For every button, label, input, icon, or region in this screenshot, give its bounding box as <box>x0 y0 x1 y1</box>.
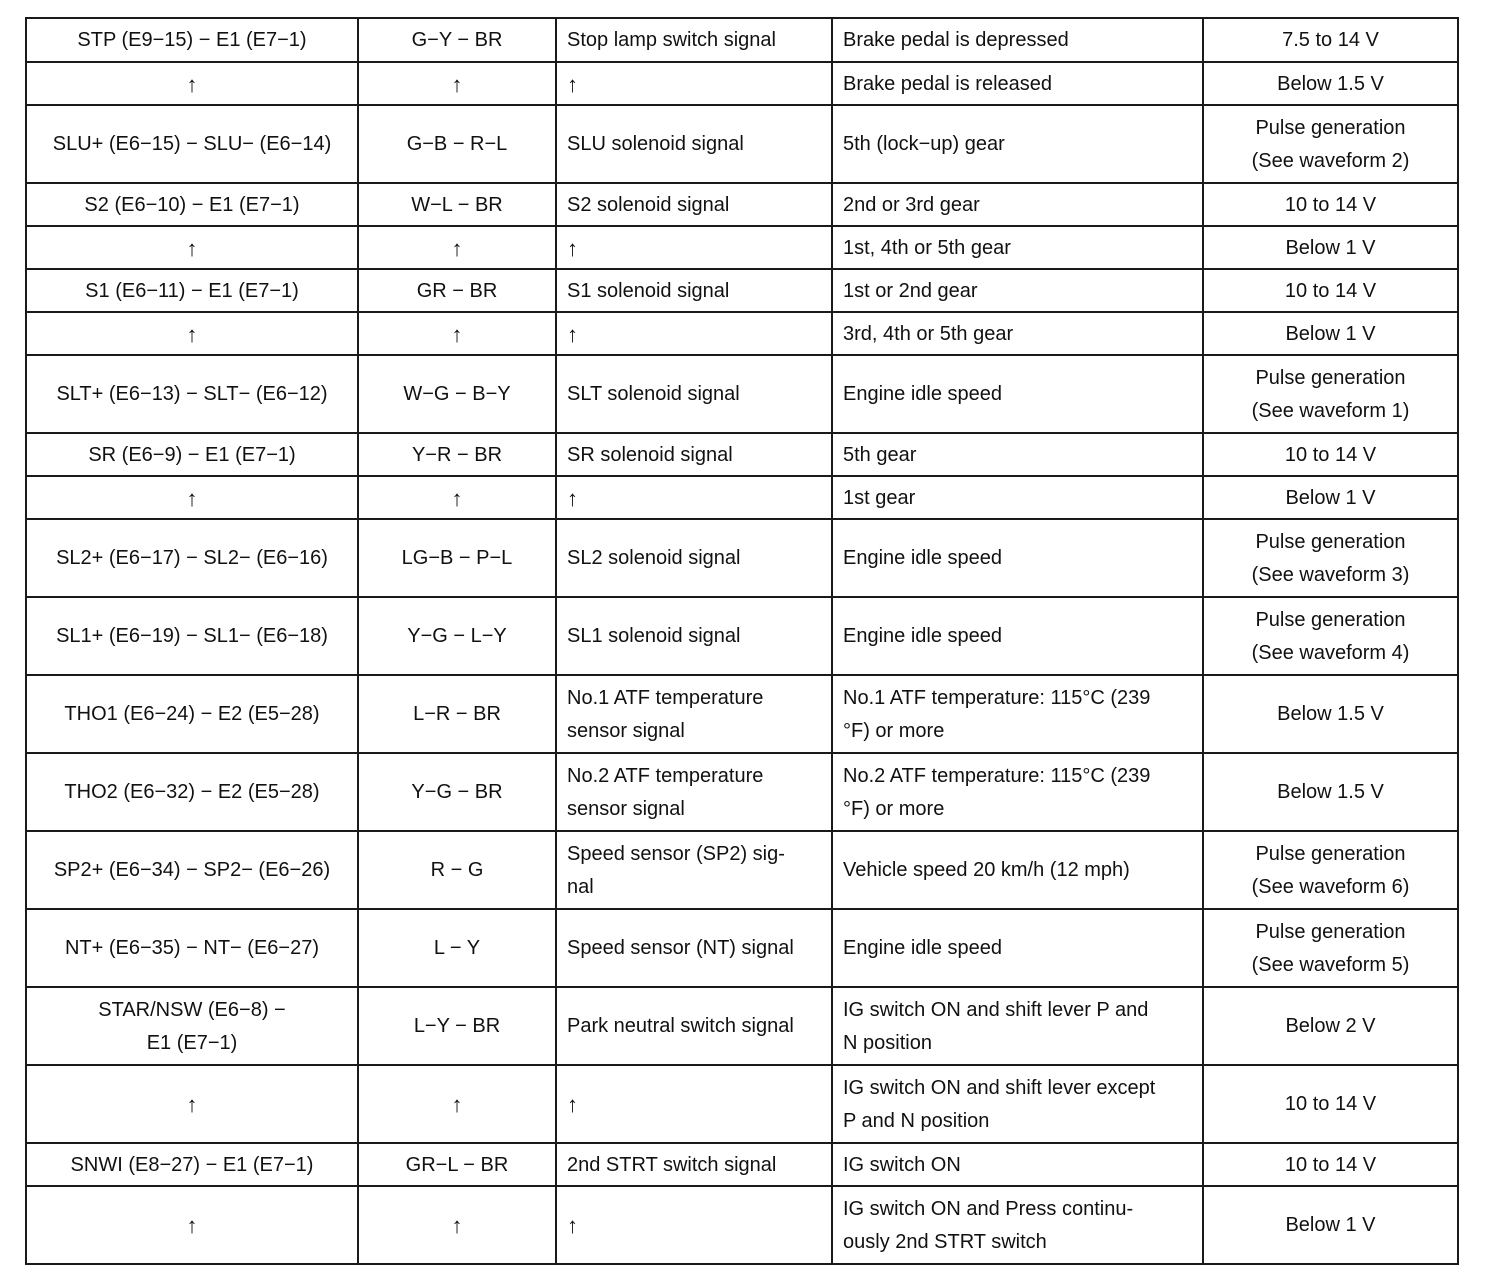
description-cell <box>556 226 832 269</box>
specified-condition-cell-text: 10 to 14 V <box>1284 1153 1377 1176</box>
description-cell <box>556 753 832 831</box>
wiring-color-cell <box>358 909 556 987</box>
specified-condition-cell <box>1203 226 1458 269</box>
description-cell-text: sensor signal <box>567 797 685 820</box>
description-cell-text: SLT solenoid signal <box>567 383 740 405</box>
description-cell <box>556 519 832 597</box>
condition-cell-text: No.2 ATF temperature: 115°C (239 <box>843 764 1151 787</box>
wiring-color-cell-text: G−B − R−L <box>406 133 508 155</box>
description-cell-text: ↑ <box>567 1213 578 1238</box>
condition-cell <box>832 909 1203 987</box>
wiring-color-cell-text: LG−B − P−L <box>401 547 513 569</box>
specified-condition-cell <box>1203 105 1458 183</box>
wiring-color-cell-text: ↑ <box>451 485 463 511</box>
table-row <box>26 987 1458 1065</box>
table-row <box>26 1065 1458 1143</box>
terminal-cell <box>26 312 358 355</box>
wiring-color-cell <box>358 1065 556 1143</box>
terminal-cell <box>26 987 358 1065</box>
specified-condition-cell <box>1203 1143 1458 1186</box>
terminal-cell-text: S2 (E6−10) − E1 (E7−1) <box>84 193 300 216</box>
wiring-color-cell-text: Y−R − BR <box>411 443 503 466</box>
condition-cell <box>832 1065 1203 1143</box>
description-cell-text: SL2 solenoid signal <box>567 547 741 569</box>
terminal-cell <box>26 1065 358 1143</box>
table-row <box>26 675 1458 753</box>
wiring-color-cell <box>358 476 556 519</box>
condition-cell <box>832 987 1203 1065</box>
specified-condition-cell-text: 10 to 14 V <box>1284 1093 1377 1115</box>
terminal-cell-text: SNWI (E8−27) − E1 (E7−1) <box>70 1153 314 1176</box>
description-cell-text: S2 solenoid signal <box>567 193 730 216</box>
wiring-color-cell-text: W−L − BR <box>411 193 503 216</box>
wiring-color-cell <box>358 62 556 105</box>
condition-cell <box>832 312 1203 355</box>
condition-cell <box>832 433 1203 476</box>
condition-cell-text: IG switch ON <box>843 1153 961 1176</box>
wiring-color-cell <box>358 987 556 1065</box>
table-row <box>26 105 1458 183</box>
wiring-color-cell-text: L − Y <box>433 937 481 959</box>
description-cell <box>556 183 832 226</box>
condition-cell-text: IG switch ON and shift lever P and <box>843 998 1149 1021</box>
terminal-cell-text: NT+ (E6−35) − NT− (E6−27) <box>64 937 319 959</box>
condition-cell <box>832 675 1203 753</box>
terminal-cell-text: STP (E9−15) − E1 (E7−1) <box>77 29 307 51</box>
terminal-cell-text: SLT+ (E6−13) − SLT− (E6−12) <box>56 383 328 405</box>
description-cell <box>556 831 832 909</box>
description-cell <box>556 433 832 476</box>
table-row <box>26 909 1458 987</box>
specified-condition-cell <box>1203 1065 1458 1143</box>
condition-cell-text: Engine idle speed <box>843 625 1003 647</box>
specified-condition-cell-text: (See waveform 2) <box>1251 149 1410 172</box>
specified-condition-cell <box>1203 476 1458 519</box>
wiring-color-cell-text: ↑ <box>451 1092 463 1117</box>
specified-condition-cell-text: 10 to 14 V <box>1284 279 1377 302</box>
description-cell-text: 2nd STRT switch signal <box>567 1153 777 1176</box>
table-row <box>26 831 1458 909</box>
specified-condition-cell <box>1203 753 1458 831</box>
condition-cell <box>832 226 1203 269</box>
terminal-cell-text: ↑ <box>186 71 198 97</box>
condition-cell-text: IG switch ON and Press continu- <box>843 1197 1134 1220</box>
specified-condition-cell-text: Below 1 V <box>1285 322 1376 345</box>
condition-cell <box>832 1143 1203 1186</box>
wiring-color-cell-text: G−Y − BR <box>411 29 503 51</box>
specified-condition-cell-text: Below 1 V <box>1285 486 1376 509</box>
terminal-cell-text: SR (E6−9) − E1 (E7−1) <box>88 443 296 466</box>
terminal-cell <box>26 519 358 597</box>
specified-condition-cell <box>1203 433 1458 476</box>
description-cell-text: Stop lamp switch signal <box>567 29 776 51</box>
table-body <box>26 18 1458 1264</box>
terminal-cell <box>26 269 358 312</box>
specified-condition-cell-text: Below 1.5 V <box>1277 781 1384 803</box>
description-cell <box>556 476 832 519</box>
condition-cell-text: Engine idle speed <box>843 547 1003 569</box>
terminal-cell <box>26 62 358 105</box>
wiring-color-cell-text: ↑ <box>451 71 463 97</box>
condition-cell-text: P and N position <box>843 1109 990 1132</box>
wiring-color-cell-text: ↑ <box>451 321 463 347</box>
condition-cell-text: IG switch ON and shift lever except <box>843 1076 1156 1099</box>
specified-condition-cell-text: 10 to 14 V <box>1284 193 1377 216</box>
wiring-color-cell <box>358 433 556 476</box>
terminal-cell-text: E1 (E7−1) <box>146 1031 238 1054</box>
table-row <box>26 753 1458 831</box>
terminal-cell-text: ↑ <box>186 235 198 261</box>
specified-condition-cell <box>1203 355 1458 433</box>
terminal-cell <box>26 433 358 476</box>
wiring-color-cell <box>358 753 556 831</box>
condition-cell <box>832 355 1203 433</box>
terminal-cell-text: SLU+ (E6−15) − SLU− (E6−14) <box>52 133 332 155</box>
description-cell-text: Park neutral switch signal <box>567 1015 794 1037</box>
table-row <box>26 183 1458 226</box>
wiring-color-cell <box>358 226 556 269</box>
specified-condition-cell <box>1203 987 1458 1065</box>
specified-condition-cell-text: Pulse generation <box>1255 366 1406 389</box>
wiring-color-cell <box>358 105 556 183</box>
wiring-color-cell-text: GR − BR <box>416 279 498 302</box>
specified-condition-cell <box>1203 18 1458 62</box>
condition-cell-text: 3rd, 4th or 5th gear <box>843 322 1014 345</box>
condition-cell-text: 2nd or 3rd gear <box>843 193 980 216</box>
table-row <box>26 1143 1458 1186</box>
wiring-color-cell <box>358 1186 556 1264</box>
description-cell-text: ↑ <box>567 71 578 97</box>
condition-cell <box>832 1186 1203 1264</box>
terminal-cell-text: SP2+ (E6−34) − SP2− (E6−26) <box>53 859 331 881</box>
terminal-cell <box>26 597 358 675</box>
specified-condition-cell <box>1203 519 1458 597</box>
terminal-cell-text: SL2+ (E6−17) − SL2− (E6−16) <box>56 547 328 569</box>
specified-condition-cell-text: Pulse generation <box>1255 530 1406 553</box>
wiring-color-cell <box>358 597 556 675</box>
condition-cell <box>832 269 1203 312</box>
condition-cell-text: °F) or more <box>843 719 945 742</box>
terminal-cell-text: SL1+ (E6−19) − SL1− (E6−18) <box>56 625 328 647</box>
wiring-color-cell <box>358 269 556 312</box>
condition-cell <box>832 183 1203 226</box>
description-cell <box>556 597 832 675</box>
specified-condition-cell-text: Below 1 V <box>1285 236 1376 259</box>
specified-condition-cell-text: (See waveform 4) <box>1251 641 1410 664</box>
description-cell-text: S1 solenoid signal <box>567 279 730 302</box>
specified-condition-cell-text: (See waveform 3) <box>1251 563 1410 586</box>
wiring-color-cell <box>358 519 556 597</box>
wiring-color-cell-text: R − G <box>430 859 484 881</box>
description-cell-text: ↑ <box>567 235 578 261</box>
description-cell <box>556 18 832 62</box>
table-row <box>26 433 1458 476</box>
wiring-color-cell <box>358 355 556 433</box>
specified-condition-cell-text: (See waveform 6) <box>1251 875 1410 898</box>
condition-cell <box>832 105 1203 183</box>
terminal-cell <box>26 476 358 519</box>
specified-condition-cell <box>1203 597 1458 675</box>
description-cell-text: SLU solenoid signal <box>567 133 744 155</box>
condition-cell <box>832 831 1203 909</box>
description-cell <box>556 355 832 433</box>
condition-cell-text: ously 2nd STRT switch <box>843 1230 1047 1253</box>
description-cell <box>556 987 832 1065</box>
wiring-color-cell <box>358 183 556 226</box>
table-row <box>26 597 1458 675</box>
specified-condition-cell-text: Below 1 V <box>1285 1214 1376 1236</box>
specified-condition-cell <box>1203 909 1458 987</box>
condition-cell-text: N position <box>843 1031 932 1054</box>
description-cell-text: SR solenoid signal <box>567 443 733 466</box>
specified-condition-cell-text: 7.5 to 14 V <box>1282 29 1379 51</box>
specified-condition-cell <box>1203 62 1458 105</box>
specified-condition-cell-text: Below 1.5 V <box>1277 703 1384 725</box>
description-cell-text: No.2 ATF temperature <box>567 764 764 787</box>
condition-cell <box>832 18 1203 62</box>
terminal-cell-text: ↑ <box>186 485 198 511</box>
description-cell <box>556 1143 832 1186</box>
condition-cell-text: No.1 ATF temperature: 115°C (239 <box>843 686 1151 709</box>
specified-condition-cell <box>1203 675 1458 753</box>
condition-cell <box>832 476 1203 519</box>
terminal-cell <box>26 18 358 62</box>
table-row <box>26 18 1458 62</box>
description-cell-text: nal <box>567 875 594 898</box>
description-cell <box>556 675 832 753</box>
table-row <box>26 312 1458 355</box>
terminal-cell-text: S1 (E6−11) − E1 (E7−1) <box>85 279 299 302</box>
wiring-color-cell-text: GR−L − BR <box>405 1153 509 1176</box>
wiring-color-cell <box>358 1143 556 1186</box>
specified-condition-cell-text: (See waveform 1) <box>1251 399 1410 422</box>
condition-cell <box>832 753 1203 831</box>
specified-condition-cell-text: Pulse generation <box>1255 608 1406 631</box>
description-cell <box>556 312 832 355</box>
condition-cell-text: °F) or more <box>843 797 945 820</box>
specified-condition-cell-text: Below 2 V <box>1285 1015 1376 1037</box>
description-cell <box>556 105 832 183</box>
terminal-cell-text: THO2 (E6−32) − E2 (E5−28) <box>64 781 320 803</box>
specified-condition-cell <box>1203 831 1458 909</box>
table-row <box>26 226 1458 269</box>
description-cell-text: ↑ <box>567 485 578 511</box>
wiring-color-cell-text: ↑ <box>451 1213 463 1238</box>
condition-cell-text: 1st, 4th or 5th gear <box>843 236 1011 259</box>
condition-cell-text: Engine idle speed <box>843 937 1003 959</box>
terminal-cell <box>26 831 358 909</box>
specified-condition-cell-text: (See waveform 5) <box>1251 953 1410 976</box>
terminal-cell <box>26 226 358 269</box>
wiring-color-cell <box>358 831 556 909</box>
description-cell-text: SL1 solenoid signal <box>567 625 741 647</box>
description-cell <box>556 909 832 987</box>
condition-cell-text: Brake pedal is released <box>843 72 1053 95</box>
description-cell-text: No.1 ATF temperature <box>567 686 764 709</box>
specified-condition-cell-text: Below 1.5 V <box>1277 72 1384 95</box>
specified-condition-cell-text: Pulse generation <box>1255 920 1406 943</box>
wiring-color-cell-text: L−Y − BR <box>413 1015 501 1037</box>
terminal-cell-text: ↑ <box>186 321 198 347</box>
description-cell-text: sensor signal <box>567 719 685 742</box>
terminal-cell <box>26 909 358 987</box>
terminal-cell-text: STAR/NSW (E6−8) − <box>98 998 286 1021</box>
condition-cell-text: 1st gear <box>843 486 916 509</box>
table-row <box>26 355 1458 433</box>
condition-cell-text: 5th (lock−up) gear <box>843 133 1005 155</box>
wiring-color-cell-text: Y−G − BR <box>411 781 503 803</box>
description-cell-text: ↑ <box>567 1092 578 1117</box>
specified-condition-cell-text: Pulse generation <box>1255 116 1406 139</box>
condition-cell <box>832 62 1203 105</box>
table-row <box>26 1186 1458 1264</box>
description-cell <box>556 269 832 312</box>
condition-cell <box>832 519 1203 597</box>
condition-cell-text: Vehicle speed 20 km/h (12 mph) <box>843 859 1130 881</box>
description-cell-text: ↑ <box>567 321 578 347</box>
description-cell-text: Speed sensor (SP2) sig- <box>567 842 785 865</box>
condition-cell-text: Engine idle speed <box>843 383 1003 405</box>
table-row <box>26 269 1458 312</box>
table-row <box>26 476 1458 519</box>
condition-cell-text: 5th gear <box>843 443 917 466</box>
specified-condition-cell <box>1203 312 1458 355</box>
description-cell <box>556 62 832 105</box>
description-cell <box>556 1065 832 1143</box>
terminal-cell <box>26 105 358 183</box>
description-cell-text: Speed sensor (NT) signal <box>567 937 794 959</box>
wiring-color-cell <box>358 675 556 753</box>
condition-cell-text: 1st or 2nd gear <box>843 279 978 302</box>
terminal-cell <box>26 1143 358 1186</box>
specified-condition-cell-text: 10 to 14 V <box>1284 443 1377 466</box>
wiring-color-cell-text: Y−G − L−Y <box>407 625 507 647</box>
specified-condition-cell <box>1203 269 1458 312</box>
wiring-color-cell <box>358 312 556 355</box>
wiring-color-cell-text: ↑ <box>451 235 463 261</box>
terminal-cell-text: ↑ <box>186 1213 198 1238</box>
terminal-cell <box>26 675 358 753</box>
specified-condition-cell <box>1203 183 1458 226</box>
wiring-color-cell <box>358 18 556 62</box>
wiring-color-cell-text: W−G − B−Y <box>403 383 511 405</box>
terminal-cell-text: ↑ <box>186 1092 198 1117</box>
description-cell <box>556 1186 832 1264</box>
table-row <box>26 519 1458 597</box>
terminal-spec-table <box>25 17 1459 1265</box>
specified-condition-cell <box>1203 1186 1458 1264</box>
terminal-cell <box>26 355 358 433</box>
condition-cell-text: Brake pedal is depressed <box>843 29 1069 51</box>
table-row <box>26 62 1458 105</box>
terminal-cell-text: THO1 (E6−24) − E2 (E5−28) <box>64 703 320 725</box>
terminal-cell <box>26 183 358 226</box>
wiring-color-cell-text: L−R − BR <box>413 703 501 725</box>
specified-condition-cell-text: Pulse generation <box>1255 842 1406 865</box>
terminal-cell <box>26 1186 358 1264</box>
terminal-cell <box>26 753 358 831</box>
condition-cell <box>832 597 1203 675</box>
